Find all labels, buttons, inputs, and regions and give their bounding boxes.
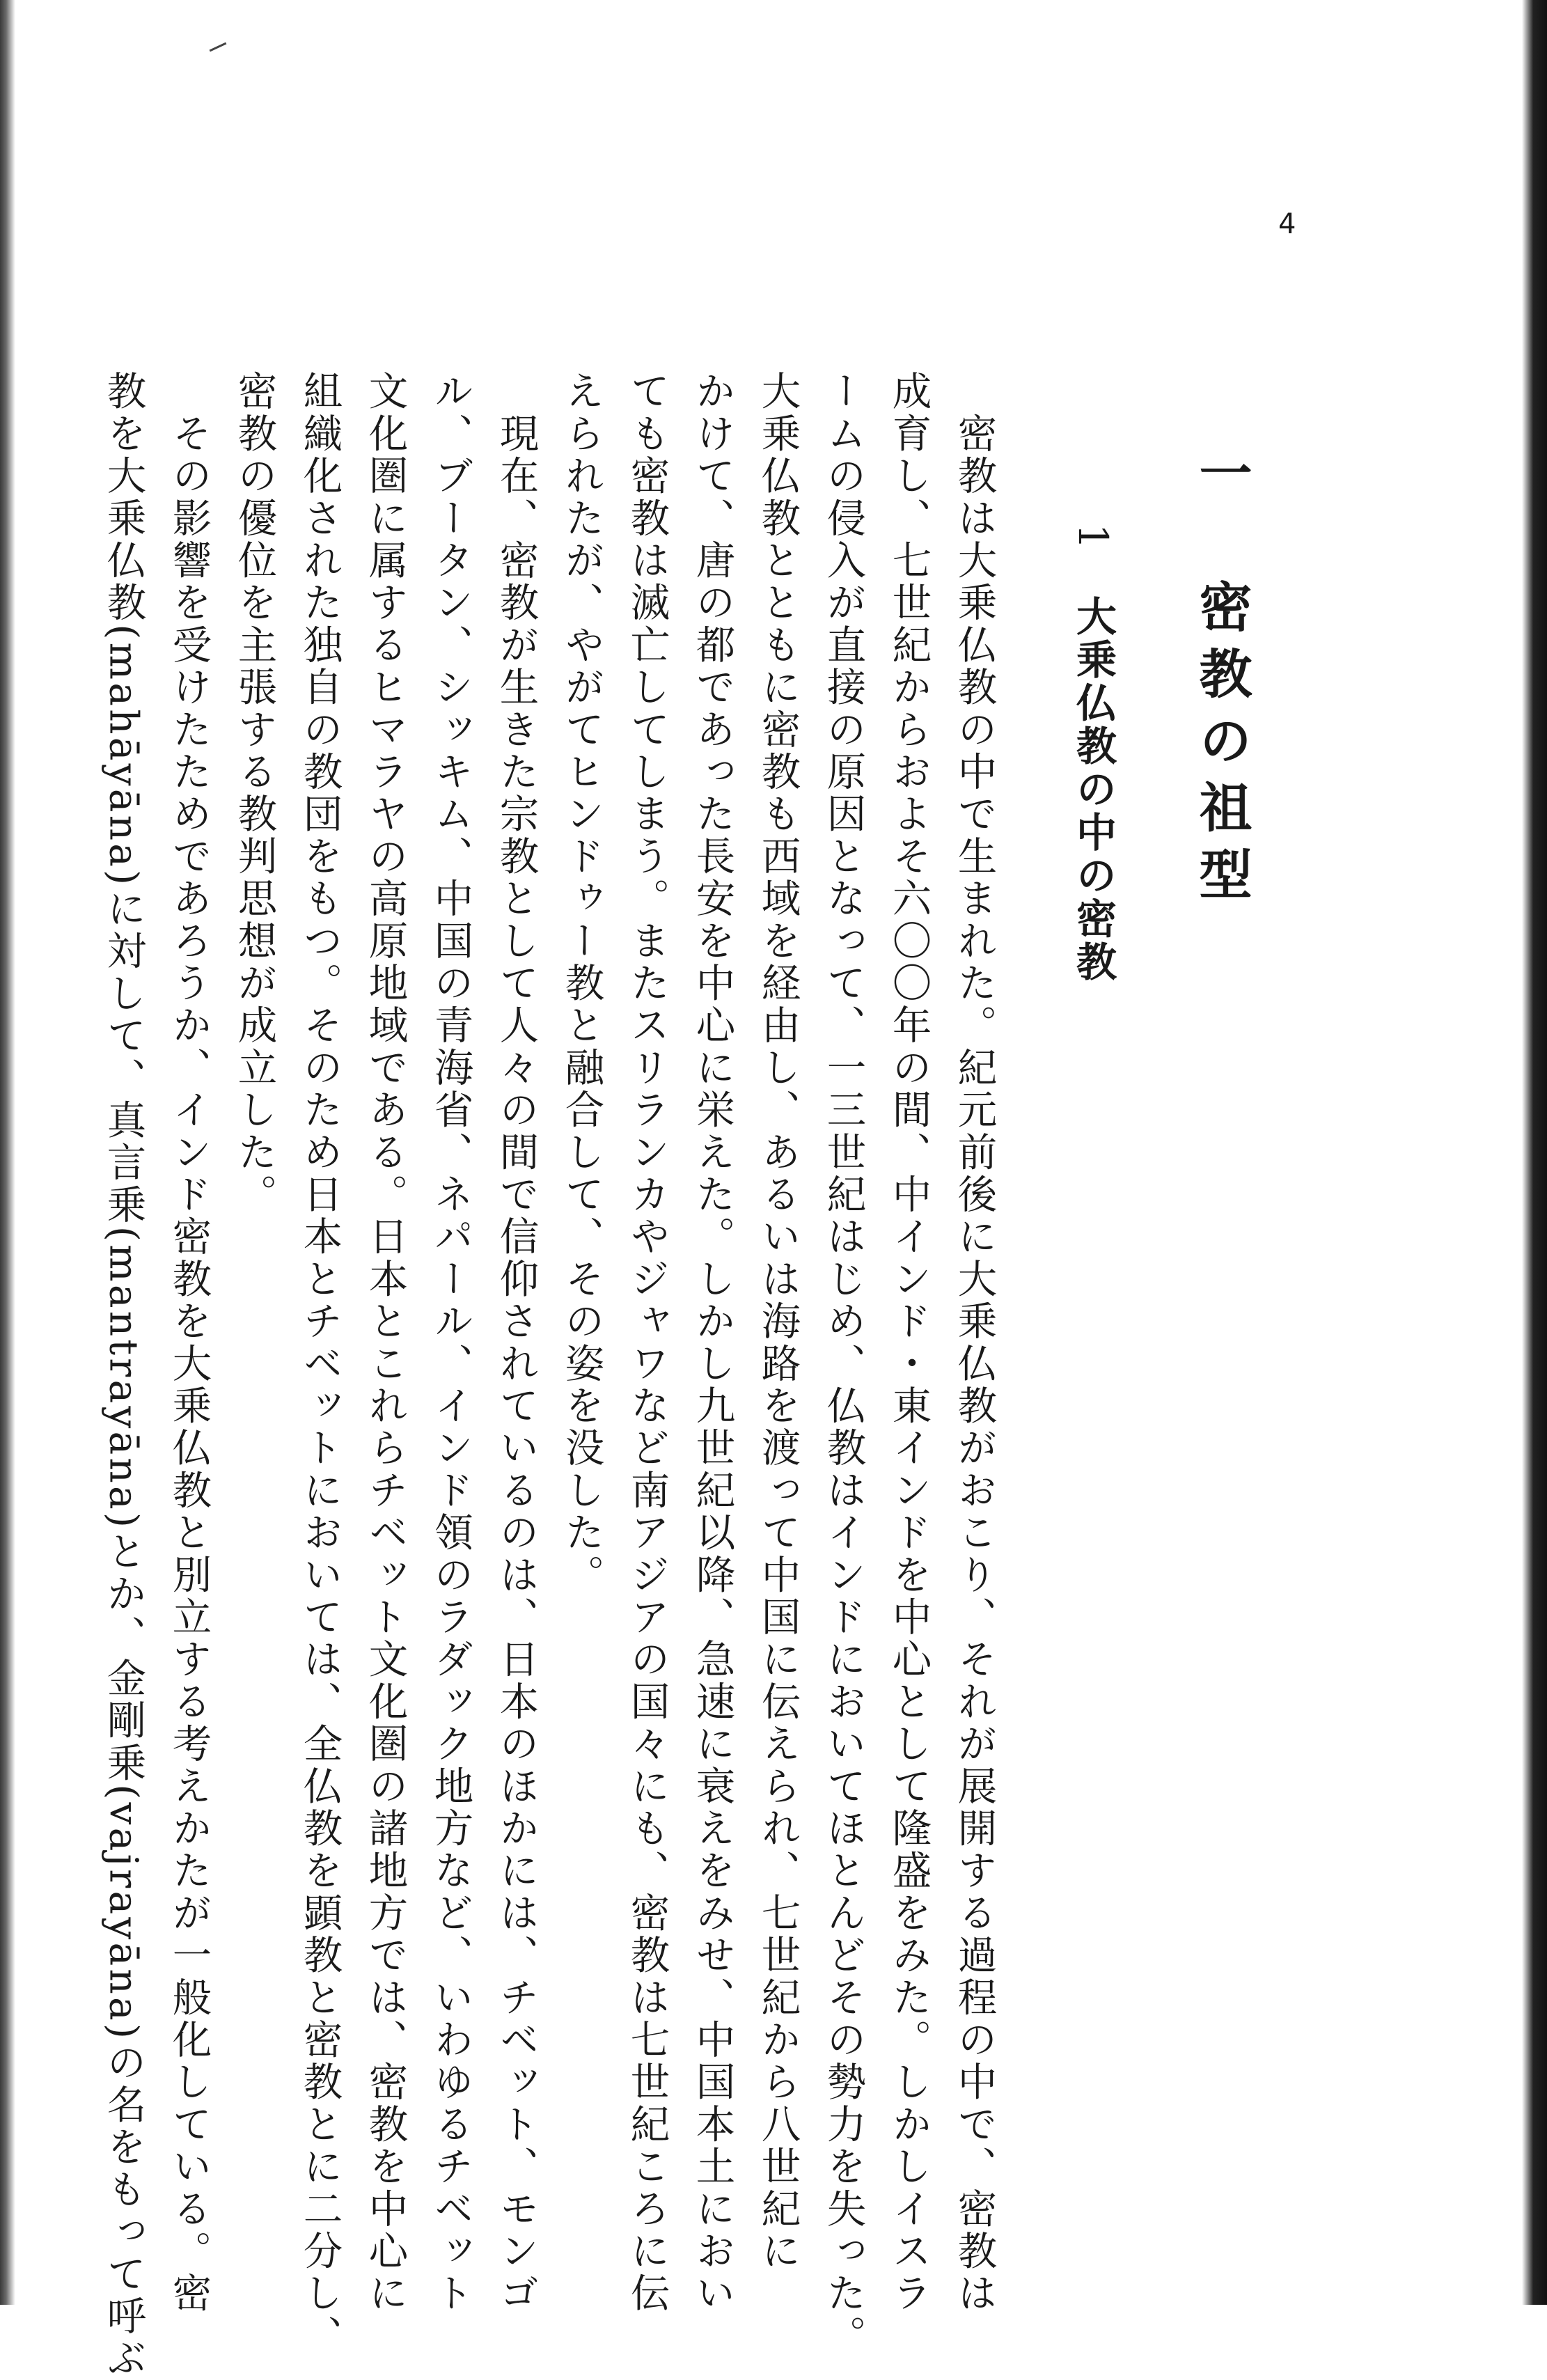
chapter-title: 一 密教の祖型 xyxy=(1191,446,1252,914)
section-title: 大乗仏教の中の密教 xyxy=(1069,595,1117,984)
body-column: ても密教は滅亡してしまう。またスリランカやジャワなど南アジアの国々にも、密教は七世紀ころに伝 xyxy=(624,370,670,2315)
body-column: 密教は大乗仏教の中で生まれた。紀元前後に大乗仏教がおこり、それが展開する過程の中で、密教は xyxy=(951,370,997,2315)
page-number: 4 xyxy=(1278,208,1296,240)
body-column: 現在、密教が生きた宗教として人々の間で信仰されているのは、日本のほかには、チベット、モンゴ xyxy=(493,370,539,2315)
body-column: ームの侵入が直接の原因となって、一三世紀はじめ、仏教はインドにおいてほとんどその勢力を失った。 xyxy=(820,370,866,2357)
body-column: 文化圏に属するヒマラヤの高原地域である。日本とこれらチベット文化圏の諸地方では、密教を中心に xyxy=(362,370,408,2315)
scan-right-edge xyxy=(1522,0,1547,2305)
body-column: その影響を受けたためであろうか、インド密教を大乗仏教と別立する考えかたが一般化している。密 xyxy=(166,370,212,2315)
body-column: 大乗仏教とともに密教も西域を経由し、あるいは海路を渡って中国に伝えられ、七世紀から八世紀に xyxy=(755,370,801,2273)
body-column: 組織化された独自の教団をもつ。そのため日本とチベットにおいては、全仏教を顕教と密教とに二分し、 xyxy=(297,370,343,2357)
body-column: 成育し、七世紀からおよそ六〇〇年の間、中インド・東インドを中心として隆盛をみた。しかしイスラ xyxy=(886,370,932,2315)
body-column: ル、ブータン、シッキム、中国の青海省、ネパール、インド領のラダック地方など、いわゆるチベット xyxy=(427,370,473,2315)
body-column: かけて、唐の都であった長安を中心に栄えた。しかし九世紀以降、急速に衰えをみせ、中国本土におい xyxy=(689,370,735,2315)
body-column: 教を大乗仏教(mahāyāna)に対して、真言乗(mantrayāna)とか、金剛乗(vajrayāna)の名をもって呼ぶ xyxy=(100,370,146,2380)
section-heading xyxy=(1064,524,1122,984)
body-column: 密教の優位を主張する教判思想が成立した。 xyxy=(231,370,277,1216)
scan-left-edge xyxy=(0,0,15,2305)
body-column: えられたが、やがてヒンドゥー教と融合して、その姿を没した。 xyxy=(558,370,604,1597)
scan-mark xyxy=(210,42,227,52)
section-number: 1 xyxy=(1069,524,1117,552)
